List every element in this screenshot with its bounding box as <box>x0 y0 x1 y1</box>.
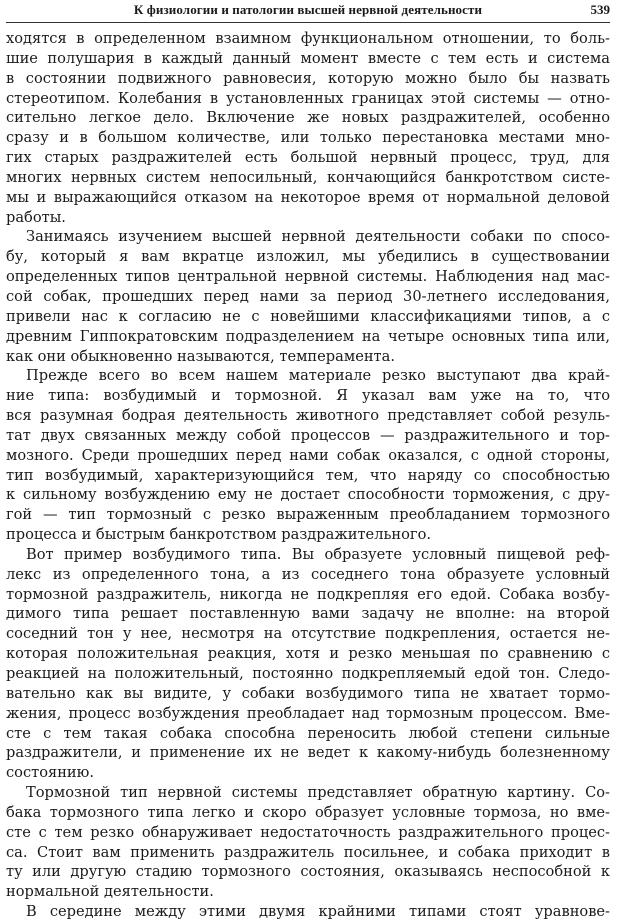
text-line: сте с тем резко обнаруживает недостаточность раздражительного процес- <box>6 823 610 841</box>
text-line: вся разумная бодрая деятельность животного представляет собой резуль- <box>6 407 610 425</box>
text-line: процесса и быстрым банкротством раздражительного. <box>6 526 431 544</box>
paragraph-start-line: Вот пример возбудимого типа. Вы образуете условный пищевой реф- <box>26 545 610 563</box>
text-line: гой — тип тормозный с резко выраженным преобладанием тормозного <box>6 506 610 524</box>
text-line: к сильному возбуждению ему не достает способности торможения, с дру- <box>6 486 610 504</box>
text-line: ние типа: возбудимый и тормозной. Я указал вам уже на то, что <box>6 387 610 405</box>
text-line: бака тормозного типа легко и скоро образует условные тормоза, но вме- <box>6 803 610 821</box>
text-line: стереотипом. Колебания в установленных границах этой системы — отно- <box>6 89 610 107</box>
text-line: древним Гиппократовским подразделением на четыре основных типа или, <box>6 327 610 345</box>
text-line: мозного. Среди прошедших перед нами собак оказался, с одной стороны, <box>6 446 610 464</box>
text-line: бу, который я вам вкратце изложил, мы убедились в существовании <box>6 248 610 266</box>
text-line: жения, процесс возбуждения преобладает над тормозным процессом. Вме- <box>6 704 610 722</box>
text-line: тормозной раздражитель, никогда не подкрепляя его едой. Собака возбу- <box>6 585 610 603</box>
paragraph-start-line: Занимаясь изучением высшей нервной деятельности собаки по спосо- <box>26 228 610 246</box>
text-line: сразу и в большом количестве, или только перестановка местами мно- <box>6 129 610 147</box>
text-line: как они обыкновенно называются, темперамента. <box>6 347 395 365</box>
text-line: лекс из определенного тона, а из соседнего тона образуете условный <box>6 565 610 583</box>
text-line: ходятся в определенном взаимном функциональном отношении, то боль- <box>6 30 610 47</box>
text-line: в состоянии подвижного равновесия, которую можно было бы назвать <box>6 69 610 87</box>
paragraph-start-line: Тормозной тип нервной системы представляет обратную картину. Со- <box>26 784 610 802</box>
text-line: реакцией на положительный, постоянно подкрепляемый едой тон. Следо- <box>6 665 610 682</box>
text-line: са. Стоит вам применить раздражитель посильнее, и собака приходит в <box>6 843 610 861</box>
text-line: соседний тон у нее, несмотря на отсутствие подкрепления, остается не- <box>6 625 610 643</box>
body-text <box>6 29 610 922</box>
text-line: димого типа решает поставленную вами задачу не вполне: на второй <box>6 605 610 623</box>
text-line: которая положительная реакция, хотя и резко меньшая по сравнению с <box>6 645 610 663</box>
text-line: ту или другую стадию тормозного состояния, оказываясь неспособной к <box>6 863 610 881</box>
text-line: многих нервных систем непосильный, кончающийся банкротством систе- <box>6 168 610 186</box>
paragraph-start-line: Прежде всего во всем нашем материале резко выступают два край- <box>26 367 610 385</box>
text-line: гих старых раздражителей есть большой нервный процесс, труд, для <box>6 149 610 167</box>
text-line: вательно как вы видите, у собаки возбудимого типа не хватает тормо- <box>6 684 610 702</box>
text-line: тат двух связанных между собой процессов — раздражительного и тор- <box>6 426 610 444</box>
text-line: состоянию. <box>6 764 94 782</box>
running-head <box>6 0 610 23</box>
text-line: сте с тем такая собака способна переносить любой степени сильные <box>6 724 610 742</box>
text-line: мы и выражающийся отказом на некоторое время от нормальной деловой <box>6 188 610 206</box>
running-head-title: К физиологии и патологии высшей нервной деятельности <box>133 2 483 17</box>
text-line: нормальной деятельности. <box>6 883 214 901</box>
text-line: работы. <box>6 208 66 226</box>
text-line: раздражители, и применение их не ведет к какому-нибудь болезненному <box>6 744 610 762</box>
text-line: сительно легкое дело. Включение же новых раздражителей, особенно <box>6 109 610 127</box>
text-line: определенных типов центральной нервной системы. Наблюдения над мас- <box>6 268 610 286</box>
text-line: сой собак, прошедших перед нами за период 30-летнего исследования, <box>6 287 610 305</box>
page-number: 539 <box>590 2 610 17</box>
text-line: тип возбудимый, характеризующийся тем, что наряду со способностью <box>6 466 610 484</box>
paragraph-start-line: В середине между этими двумя крайними типами стоят уравнове- <box>26 903 610 921</box>
text-line: шие полушария в каждый данный момент вместе с тем есть и система <box>6 49 610 67</box>
text-line: привели нас к согласию не с новейшими классификациями типов, а с <box>6 307 610 325</box>
